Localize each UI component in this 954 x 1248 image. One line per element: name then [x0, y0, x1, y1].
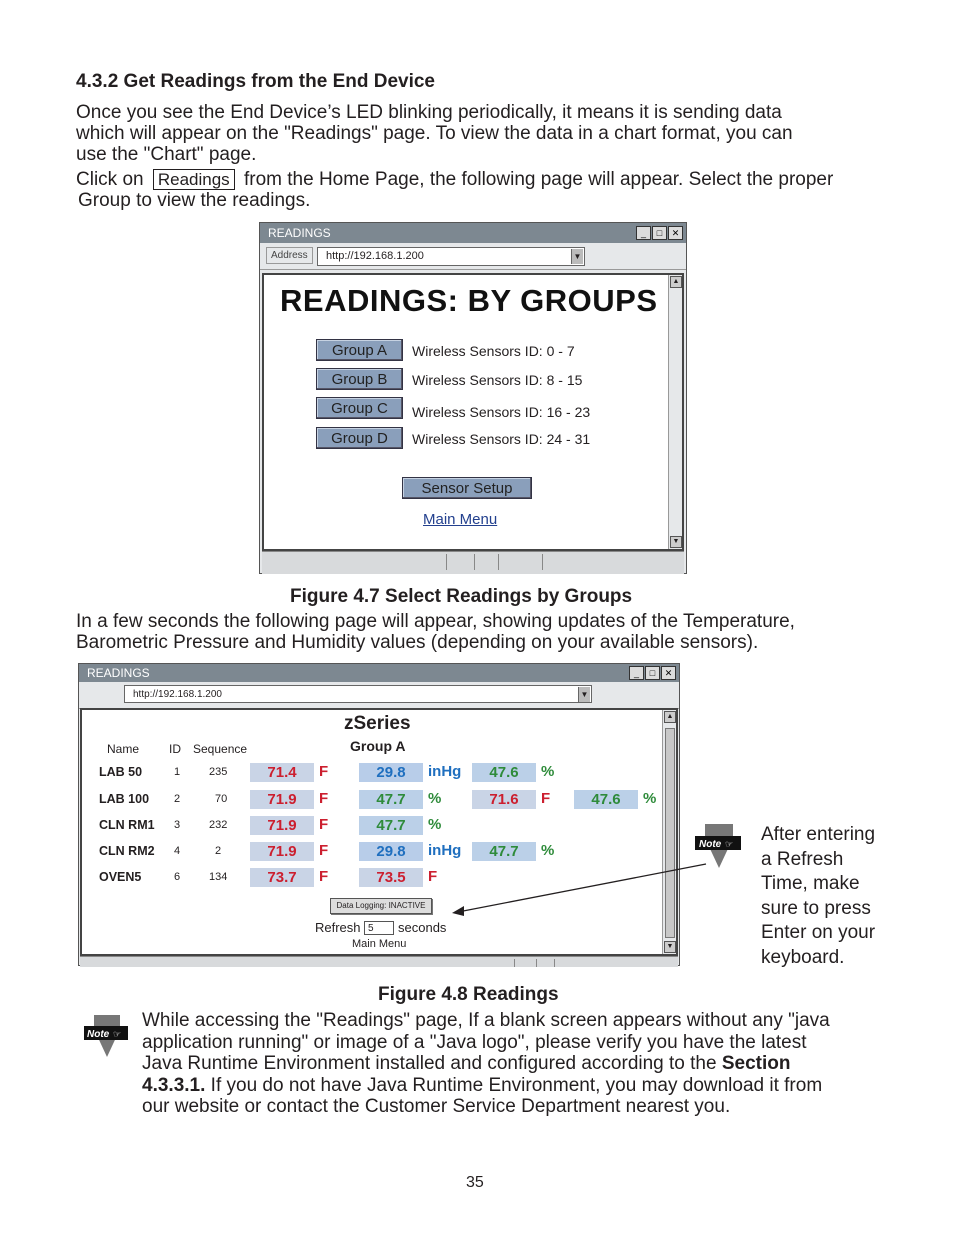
- para-line: Once you see the End Device’s LED blinking periodically, it means it is sending data: [76, 102, 782, 123]
- reading-unit: %: [541, 842, 555, 859]
- column-header-id: ID: [169, 742, 181, 756]
- note-label: Note: [699, 839, 722, 850]
- scroll-down-icon[interactable]: ▼: [664, 941, 676, 953]
- java-note: [142, 1010, 830, 1118]
- row-id: 2: [174, 793, 181, 805]
- note-line: Time, make: [761, 873, 860, 894]
- address-value: http://192.168.1.200: [133, 689, 222, 700]
- figure-caption: Figure 4.8 Readings: [378, 984, 559, 1005]
- note-bold: 4.3.3.1.: [142, 1074, 206, 1096]
- reading-unit: F: [428, 868, 438, 885]
- group-a-desc: Wireless Sensors ID: 0 - 7: [412, 343, 575, 359]
- note-line: our website or contact the Customer Service Department nearest you.: [142, 1096, 731, 1117]
- note-icon: [84, 1015, 130, 1059]
- main-menu-link[interactable]: Main Menu: [352, 938, 407, 950]
- readings-inline-button: Readings: [153, 169, 235, 190]
- para-line: which will appear on the "Readings" page. To view the data in a chart format, you can: [76, 123, 793, 144]
- minimize-icon[interactable]: _: [636, 226, 651, 240]
- minimize-icon[interactable]: _: [629, 666, 644, 680]
- reading-value: 71.9: [250, 790, 314, 809]
- window-title: READINGS: [268, 226, 331, 240]
- address-value: http://192.168.1.200: [326, 250, 424, 262]
- page-number: 35: [466, 1174, 484, 1191]
- side-note: [761, 823, 875, 970]
- reading-value: 71.9: [250, 816, 314, 835]
- reading-value: 73.7: [250, 868, 314, 887]
- svg-text:☞: ☞: [725, 840, 734, 850]
- reading-value: 47.7: [472, 842, 536, 861]
- row-id: 1: [174, 766, 181, 778]
- vertical-scrollbar[interactable]: [668, 275, 682, 549]
- row-name: CLN RM1: [99, 818, 155, 832]
- group-b-desc: Wireless Sensors ID: 8 - 15: [412, 372, 583, 388]
- row-sequence: 134: [209, 871, 228, 883]
- sensor-setup-button[interactable]: Sensor Setup: [402, 477, 532, 499]
- refresh-unit: seconds: [398, 920, 447, 935]
- reading-value: 71.9: [250, 842, 314, 861]
- address-input[interactable]: [317, 247, 585, 266]
- group-d-desc: Wireless Sensors ID: 24 - 31: [412, 431, 591, 447]
- reading-value: 47.7: [359, 816, 423, 835]
- para-text: from the Home Page, the following page will appear. Select the proper: [243, 169, 834, 190]
- reading-unit: inHg: [428, 842, 462, 859]
- reading-value: 47.6: [574, 790, 638, 809]
- window-controls: [629, 666, 676, 680]
- refresh-label: Refresh: [315, 920, 361, 935]
- window-titlebar: [260, 223, 686, 243]
- chevron-down-icon[interactable]: ▼: [571, 249, 583, 264]
- readings-groups-window: [259, 222, 687, 574]
- row-id: 6: [174, 871, 181, 883]
- status-bar: [80, 956, 678, 967]
- note-line: While accessing the "Readings" page, If a blank screen appears without any "java: [142, 1010, 830, 1031]
- svg-text:☞: ☞: [113, 1030, 122, 1040]
- note-line: After entering: [761, 824, 876, 845]
- scroll-up-icon[interactable]: ▲: [664, 711, 676, 723]
- row-sequence: 235: [209, 766, 228, 778]
- reading-value: 47.7: [359, 790, 423, 809]
- callout-arrow: [440, 860, 710, 920]
- note-line: a Refresh: [761, 848, 844, 870]
- maximize-icon[interactable]: □: [645, 666, 660, 680]
- row-name: OVEN5: [99, 870, 142, 884]
- row-name: LAB 50: [99, 765, 143, 779]
- address-bar: [260, 243, 686, 270]
- reading-unit: F: [319, 790, 329, 807]
- note-text: Java Runtime Environment installed and configured according to the: [142, 1053, 717, 1074]
- note-line: Enter on your: [761, 922, 876, 943]
- close-icon[interactable]: ✕: [661, 666, 676, 680]
- reading-value: 71.4: [250, 763, 314, 782]
- column-header-sequence: Sequence: [193, 742, 248, 756]
- scroll-up-icon[interactable]: ▲: [670, 276, 682, 288]
- para-line: Group to view the readings.: [78, 190, 311, 211]
- scroll-down-icon[interactable]: ▼: [670, 536, 682, 548]
- reading-unit: F: [319, 763, 329, 780]
- window-titlebar: [79, 664, 679, 682]
- address-bar: [79, 682, 679, 709]
- reading-value: 47.6: [472, 763, 536, 782]
- column-header-name: Name: [107, 742, 140, 756]
- reading-unit: %: [643, 790, 657, 807]
- group-c-button[interactable]: Group C: [316, 397, 403, 419]
- readings-window: [78, 663, 680, 966]
- row-name: CLN RM2: [99, 844, 155, 858]
- figure-caption: Figure 4.7 Select Readings by Groups: [290, 586, 633, 607]
- intro-paragraph: [76, 102, 793, 165]
- readings-paragraph: [76, 611, 795, 653]
- note-text: If you do not have Java Runtime Environment, you may download it from: [205, 1074, 823, 1096]
- note-icon: [695, 824, 743, 870]
- row-id: 4: [174, 845, 181, 857]
- para-line: Barometric Pressure and Humidity values (depending on your available sensors).: [76, 632, 759, 653]
- page-content: [262, 273, 684, 551]
- row-sequence: 2: [215, 845, 222, 857]
- reading-unit: F: [319, 868, 329, 885]
- note-label: Note: [87, 1029, 110, 1040]
- reading-unit: F: [541, 790, 551, 807]
- group-a-button[interactable]: Group A: [316, 339, 403, 361]
- group-c-desc: Wireless Sensors ID: 16 - 23: [412, 404, 591, 420]
- row-sequence: 232: [209, 819, 228, 831]
- status-bar: [262, 551, 684, 574]
- group-subtitle: Group A: [350, 738, 406, 754]
- page-title: zSeries: [344, 713, 411, 734]
- close-icon[interactable]: ✕: [668, 226, 683, 240]
- reading-unit: %: [541, 763, 555, 780]
- note-line: application running" or image of a "Java logo", please verify you have the latest: [142, 1031, 807, 1053]
- refresh-input[interactable]: 5: [364, 921, 394, 935]
- click-on-paragraph: [76, 169, 833, 211]
- window-title: READINGS: [87, 666, 150, 680]
- note-line: keyboard.: [761, 946, 845, 968]
- para-line: use the "Chart" page.: [76, 144, 257, 165]
- para-text: Click on: [76, 169, 144, 190]
- note-line: sure to press: [761, 897, 871, 919]
- group-b-button[interactable]: Group B: [316, 368, 403, 390]
- note-bold: Section: [721, 1053, 791, 1074]
- para-line: In a few seconds the following page will appear, showing updates of the Temperature,: [76, 611, 795, 632]
- row-id: 3: [174, 819, 181, 831]
- address-input[interactable]: [124, 685, 592, 703]
- maximize-icon[interactable]: □: [652, 226, 667, 240]
- data-logging-button[interactable]: Data Logging: INACTIVE: [330, 898, 432, 914]
- reading-unit: F: [319, 842, 329, 859]
- reading-unit: inHg: [428, 763, 462, 780]
- reading-unit: %: [428, 816, 442, 833]
- row-name: LAB 100: [99, 792, 150, 806]
- group-d-button[interactable]: Group D: [316, 427, 403, 449]
- row-sequence: 70: [215, 793, 228, 805]
- reading-value: 71.6: [472, 790, 536, 809]
- address-label: Address: [266, 247, 313, 264]
- main-menu-link[interactable]: Main Menu: [423, 511, 498, 528]
- reading-value: 29.8: [359, 763, 423, 782]
- reading-value: 29.8: [359, 842, 423, 861]
- reading-unit: %: [428, 790, 442, 807]
- window-controls: [636, 226, 683, 240]
- section-heading: 4.3.2 Get Readings from the End Device: [76, 71, 435, 92]
- page-title: READINGS: BY GROUPS: [280, 283, 658, 318]
- reading-value: 73.5: [359, 868, 423, 887]
- reading-unit: F: [319, 816, 329, 833]
- chevron-down-icon[interactable]: ▼: [578, 687, 590, 702]
